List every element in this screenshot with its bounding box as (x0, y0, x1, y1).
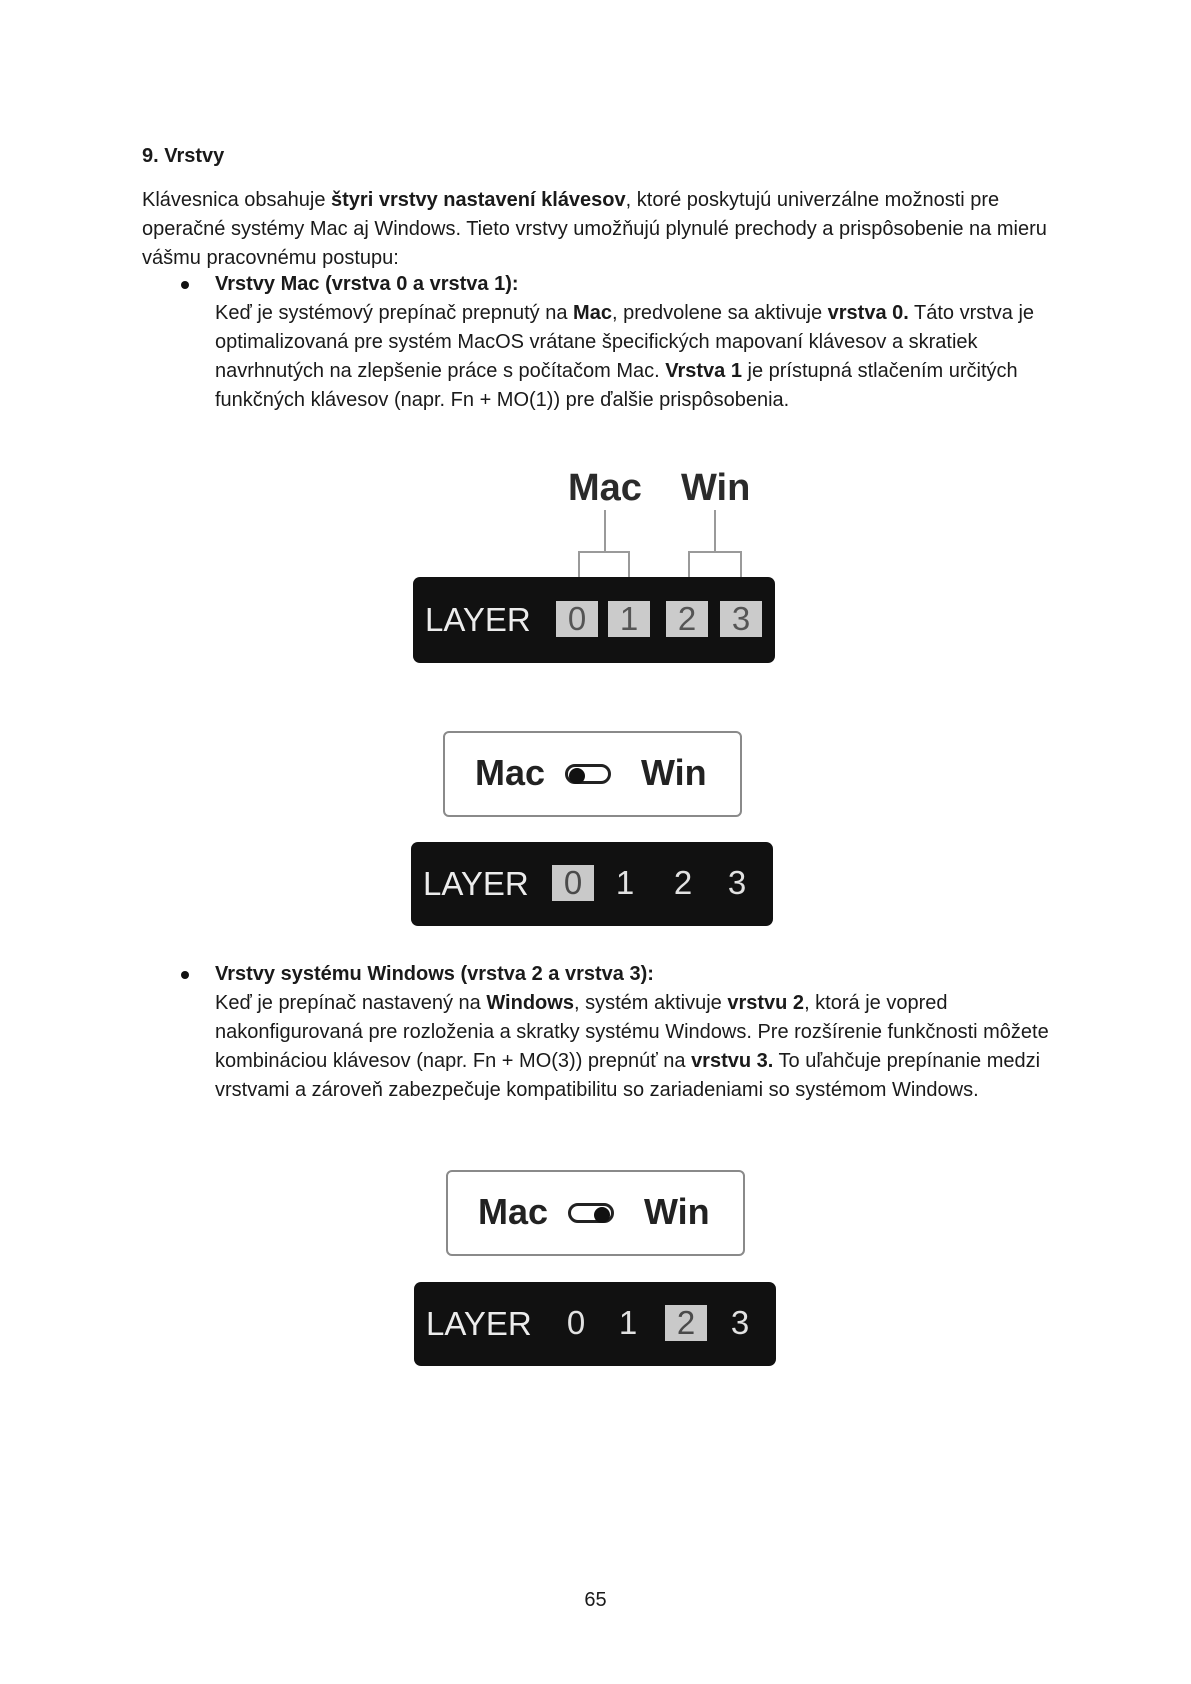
figure2-toggle-icon (565, 764, 611, 784)
bullet-win-title: Vrstvy systému Windows (vrstva 2 a vrstva 3): (215, 963, 654, 985)
figure2-os-switch (443, 731, 742, 817)
figure2-layer-bar (411, 842, 773, 926)
figure1-layer-bar (413, 577, 775, 663)
figure1-mac-label: Mac (568, 467, 642, 509)
figure1-layer-word: LAYER (425, 601, 531, 638)
intro-paragraph (142, 186, 1062, 273)
figure2-layer-0-active: 0 (552, 865, 594, 901)
intro-text-1: Klávesnica obsahuje (142, 189, 332, 211)
mac-bracket-bar (578, 551, 630, 553)
bullet-win-text-3: , ktorá je vopred nakonfigurovaná pre rozloženia a skratky systému Windows. Pre rozšírenie funkčnosti môžete kombináciou klávesov (napr. Fn + MO(3)) prepnúť na (215, 992, 1049, 1072)
bullet-win-text-2: , systém aktivuje (573, 992, 728, 1014)
toggle-knob (569, 768, 585, 784)
figure1-win-label: Win (681, 467, 751, 509)
figure1-layer-0: 0 (556, 601, 598, 637)
bullet-dot (181, 281, 189, 289)
bullet-mac-text-2: , predvolene sa aktivuje (611, 302, 828, 324)
bullet-win-bold-1: Windows (486, 992, 574, 1014)
figure3-os-switch (446, 1170, 745, 1256)
figure3-win-label: Win (644, 1191, 710, 1232)
figure2-layer-1: 1 (615, 864, 635, 901)
figure1-layer-1: 1 (608, 601, 650, 637)
mac-bracket-stem (604, 510, 606, 552)
figure2-layer-word: LAYER (423, 865, 529, 902)
figure3-layer-0: 0 (566, 1304, 586, 1341)
figure2-layer-2: 2 (673, 864, 693, 901)
figure2-layer-3: 3 (727, 864, 747, 901)
section-heading: 9. Vrstvy (142, 145, 225, 167)
page-number: 65 (584, 1589, 607, 1611)
win-bracket-bar (688, 551, 742, 553)
bullet-dot (181, 971, 189, 979)
figure3-layer-bar (414, 1282, 776, 1366)
bullet-windows-layers (142, 960, 1072, 1105)
bullet-mac-title: Vrstvy Mac (vrstva 0 a vrstva 1): (215, 273, 519, 295)
bullet-mac-bold-2: vrstva 0. (827, 302, 909, 324)
intro-text-2: , ktoré poskytujú univerzálne možnosti pre operačné systémy Mac aj Windows. Tieto vrstvy umožňujú plynulé prechody a prispôsobenie na mieru vášmu pracovnému postupu: (142, 189, 1047, 269)
intro-bold-1: štyri vrstvy nastavení klávesov (331, 189, 626, 211)
bullet-mac-layers (142, 270, 1072, 415)
figure1-layer-2: 2 (666, 601, 708, 637)
figure3-layer-word: LAYER (426, 1305, 532, 1342)
figure3-layer-1: 1 (618, 1304, 638, 1341)
bullet-mac-bold-1: Mac (573, 302, 612, 324)
figure2-mac-label: Mac (475, 752, 546, 793)
figure3-layer-2-active: 2 (665, 1305, 707, 1341)
figure2-win-label: Win (641, 752, 707, 793)
figure3-mac-label: Mac (478, 1191, 549, 1232)
win-bracket-stem (714, 510, 716, 552)
figure3-layer-3: 3 (730, 1304, 750, 1341)
bullet-win-text-4: To uľahčuje prepínanie medzi vrstvami a zároveň zabezpečuje kompatibilitu so zariadeniami so systémom Windows. (215, 1050, 1041, 1101)
toggle-knob (594, 1207, 610, 1223)
figure3-toggle-icon (568, 1203, 614, 1223)
bullet-mac-bold-3: Vrstva 1 (665, 360, 742, 382)
bullet-mac-text-4: je prístupná stlačením určitých funkčných klávesov (napr. Fn + MO(1)) pre ďalšie prispôsobenia. (215, 360, 1018, 411)
bullet-win-bold-3: vrstvu 3. (691, 1050, 774, 1072)
bullet-win-content (215, 960, 1072, 1105)
figure1-layer-3: 3 (720, 601, 762, 637)
bullet-win-text-1: Keď je prepínač nastavený na (215, 992, 487, 1014)
bullet-mac-text-1: Keď je systémový prepínač prepnutý na (215, 302, 574, 324)
bullet-win-bold-2: vrstvu 2 (727, 992, 805, 1014)
bullet-mac-text-3: Táto vrstva je optimalizovaná pre systém MacOS vrátane špecifických mapovaní klávesov a skratiek navrhnutých na zlepšenie práce s počítačom Mac. (215, 302, 1035, 382)
bullet-mac-content (215, 270, 1072, 415)
